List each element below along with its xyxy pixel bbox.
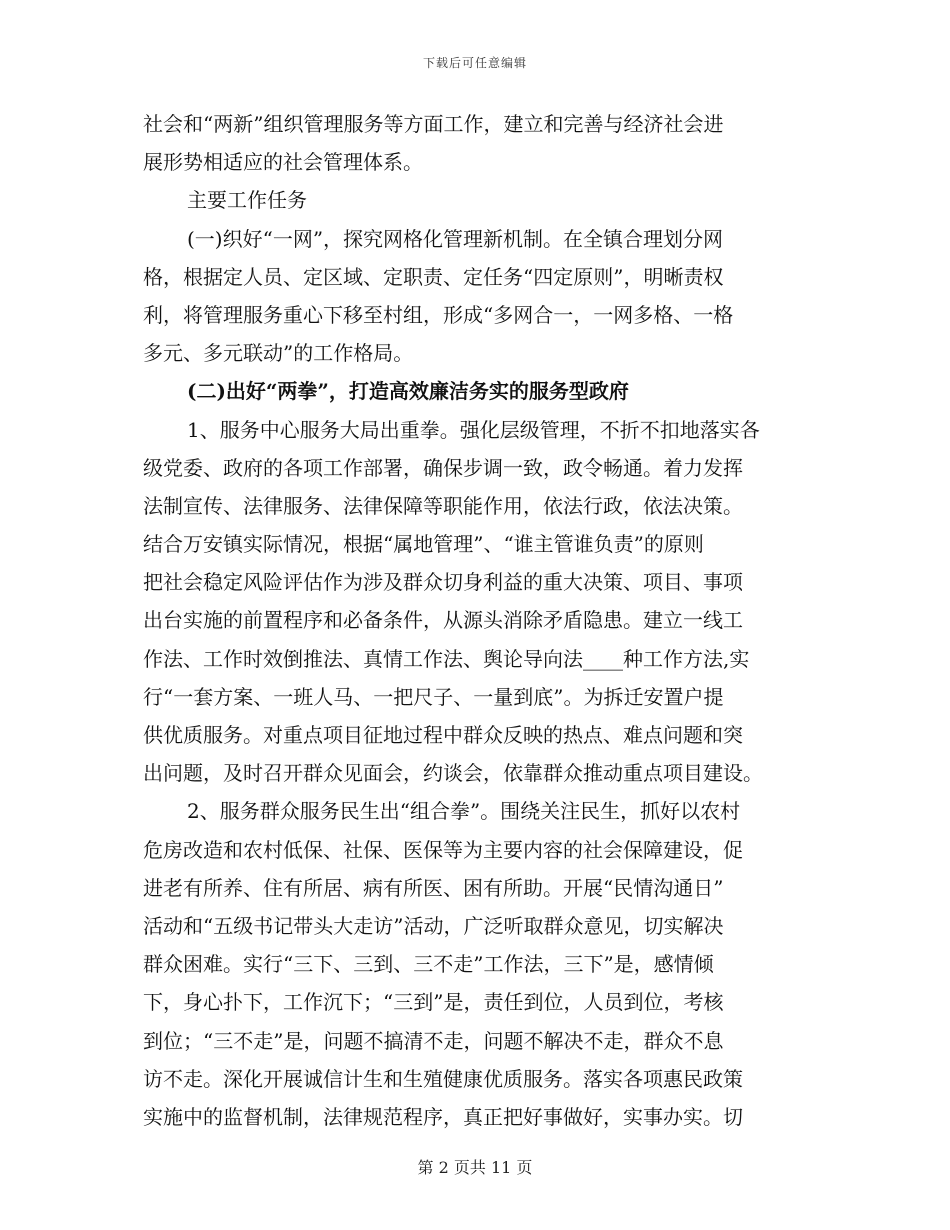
text-line: 法制宣传、法律服务、法律保障等职能作用，依法行政，依法决策。 [143,493,743,518]
text-line: 格，根据定人员、定区域、定职责、定任务“四定原则”，明晰责权 [143,264,724,289]
text-line: 主要工作任务 [187,188,307,213]
page-footer: 第 2 页共 11 页 [417,1158,533,1177]
body-text [143,105,813,1136]
text-line: 行“一套方案、一班人马、一把尺子、一量到底”。为拆迁安置户提 [143,684,724,709]
text-line: 级党委、政府的各项工作部署，确保步调一致，政令畅通。着力发挥 [143,455,743,480]
text-line: 1、服务中心服务大局出重拳。强化层级管理，不折不扣地落实各 [187,417,760,442]
page-header: 下载后可任意编辑 [422,56,527,70]
text-line: 访不走。深化开展诚信计生和生殖健康优质服务。落实各项惠民政策 [143,1066,743,1091]
text-line: 进老有所养、住有所居、病有所医、困有所助。开展“民情沟通日” [143,875,724,900]
text-line: 危房改造和农村低保、社保、医保等为主要内容的社会保障建设，促 [143,837,743,862]
text-line: 结合万安镇实际情况，根据“属地管理”、“谁主管谁负责”的原则 [143,532,704,557]
text-line: 出问题，及时召开群众见面会，约谈会，依靠群众推动重点项目建设。 [143,761,763,786]
text-line: 到位；“三不走”是，问题不搞清不走，问题不解决不走，群众不息 [143,1028,724,1053]
text-line: 实施中的监督机制，法律规范程序，真正把好事做好，实事办实。切 [143,1104,743,1129]
text-line: 社会和“两新”组织管理服务等方面工作，建立和完善与经济社会进 [143,112,724,136]
text-line: 作法、工作时效倒推法、真情工作法、舆论导向法____种工作方法,实 [143,646,750,671]
text-line: 展形势相适应的社会管理体系。 [143,150,423,175]
text-line: 把社会稳定风险评估作为涉及群众切身利益的重大决策、项目、事项 [143,570,743,595]
text-line: 多元、多元联动”的工作格局。 [143,341,414,366]
text-line: 活动和“五级书记带头大走访”活动，广泛听取群众意见，切实解决 [143,913,724,938]
text-line: 利，将管理服务重心下移至村组，形成“多网合一，一网多格、一格 [143,302,734,327]
text-line: (一)织好“一网”，探究网格化管理新机制。在全镇合理划分网 [187,226,724,251]
text-line: 群众困难。实行“三下、三到、三不走”工作法，三下”是，感情倾 [143,952,714,977]
text-line: 2、服务群众服务民生出“组合拳”。围绕关注民生，抓好以农村 [187,799,741,824]
text-line: 出台实施的前置程序和必备条件，从源头消除矛盾隐患。建立一线工 [143,608,743,633]
text-line: 下，身心扑下，工作沉下；“三到”是，责任到位，人员到位，考核 [143,990,724,1015]
text-line: 供优质服务。对重点项目征地过程中群众反映的热点、难点问题和突 [143,723,743,747]
section-heading: (二)出好“两拳”，打造高效廉洁务实的服务型政府 [187,379,629,404]
